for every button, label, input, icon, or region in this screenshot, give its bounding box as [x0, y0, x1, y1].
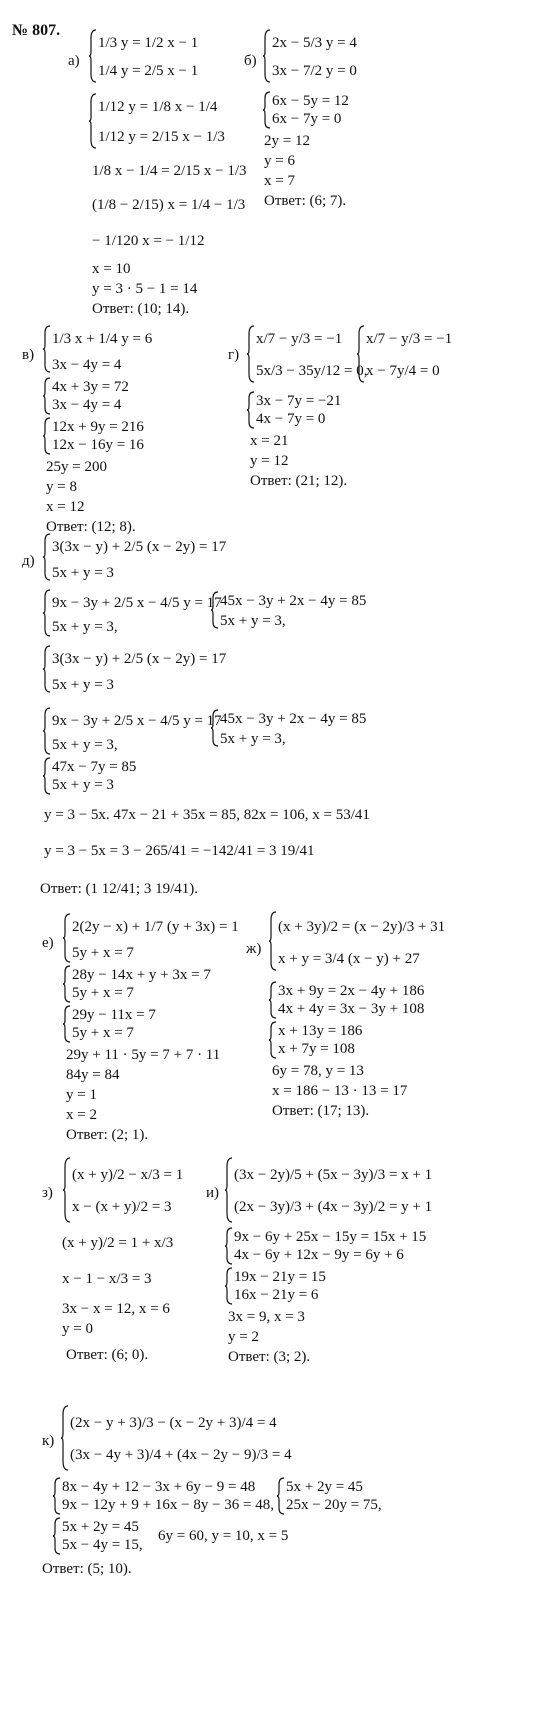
- step-z1: (x + y)/2 = 1 + x/3: [62, 1235, 174, 1251]
- answer-g: Ответ: (21; 12).: [250, 473, 348, 489]
- eq-d6: 5x + y = 3: [52, 677, 114, 693]
- label-v: в): [22, 347, 35, 363]
- step-e4: x = 2: [66, 1107, 97, 1123]
- brace-icon: [42, 644, 52, 694]
- brace-icon: [210, 708, 220, 748]
- eq-d8b: 5x + y = 3,: [220, 731, 286, 747]
- brace-icon: [224, 1156, 234, 1224]
- brace-icon: [42, 706, 52, 756]
- eq-d7b: 45x − 3y + 2x − 4y = 85: [220, 711, 367, 727]
- brace-icon: [62, 964, 72, 1004]
- brace-icon: [246, 390, 256, 430]
- eq-a3: 1/12 y = 1/8 x − 1/4: [98, 99, 218, 115]
- step-zh2: x = 186 − 13 · 13 = 17: [272, 1083, 408, 1099]
- brace-icon: [224, 1226, 234, 1266]
- label-b: б): [244, 53, 257, 69]
- eq-d9: 47x − 7y = 85: [52, 759, 137, 775]
- eq-b1: 2x − 5/3 y = 4: [272, 35, 357, 51]
- eq-e5: 29y − 11x = 7: [72, 1007, 156, 1023]
- eq-g2b: x − 7y/4 = 0: [366, 363, 440, 379]
- eq-d3b: 45x − 3y + 2x − 4y = 85: [220, 593, 367, 609]
- eq-d3: 9x − 3y + 2/5 x − 4/5 y = 17: [52, 595, 222, 611]
- eq-z1: (x + y)/2 − x/3 = 1: [72, 1167, 184, 1183]
- answer-k: Ответ: (5; 10).: [42, 1561, 132, 1577]
- line-d2: y = 3 − 5x = 3 − 265/41 = −142/41 = 3 19/41: [44, 843, 315, 859]
- brace-icon: [268, 910, 278, 972]
- eq-k4b: 25x − 20y = 75,: [286, 1497, 382, 1513]
- label-a: а): [68, 53, 80, 69]
- brace-icon: [52, 1476, 62, 1516]
- eq-v2: 3x − 4y = 4: [52, 357, 122, 373]
- brace-icon: [42, 588, 52, 638]
- brace-icon: [42, 416, 52, 456]
- step-z3: 3x − x = 12, x = 6: [62, 1301, 170, 1317]
- eq-a1: 1/3 y = 1/2 x − 1: [98, 35, 199, 51]
- brace-icon: [356, 324, 366, 384]
- eq-i6: 16x − 21y = 6: [234, 1287, 319, 1303]
- brace-icon: [268, 980, 278, 1020]
- label-k: к): [42, 1433, 55, 1449]
- brace-icon: [42, 324, 52, 374]
- eq-g3: 3x − 7y = −21: [256, 393, 342, 409]
- brace-icon: [88, 92, 98, 150]
- eq-k3b: 5x + 2y = 45: [286, 1479, 363, 1495]
- eq-a4: 1/12 y = 2/15 x − 1/3: [98, 129, 225, 145]
- eq-v3: 4x + 3y = 72: [52, 379, 129, 395]
- label-d: д): [22, 553, 35, 569]
- eq-g1b: x/7 − y/3 = −1: [366, 331, 453, 347]
- answer-a: Ответ: (10; 14).: [92, 301, 190, 317]
- step-v2: y = 8: [46, 479, 77, 495]
- label-e: е): [42, 935, 54, 951]
- brace-icon: [60, 1404, 70, 1472]
- eq-d1: 3(3x − y) + 2/5 (x − 2y) = 17: [52, 539, 227, 555]
- eq-zh2: x + y = 3/4 (x − y) + 27: [278, 951, 420, 967]
- eq-i3: 9x − 6y + 25x − 15y = 15x + 15: [234, 1229, 427, 1245]
- step-v3: x = 12: [46, 499, 85, 515]
- brace-icon: [210, 590, 220, 630]
- eq-g4: 4x − 7y = 0: [256, 411, 326, 427]
- eq-zh6: x + 7y = 108: [278, 1041, 355, 1057]
- eq-z2: x − (x + y)/2 = 3: [72, 1199, 172, 1215]
- brace-icon: [246, 324, 256, 384]
- eq-k1: (2x − y + 3)/3 − (x − 2y + 3)/4 = 4: [70, 1415, 277, 1431]
- brace-icon: [88, 28, 98, 84]
- brace-icon: [62, 912, 72, 964]
- eq-zh5: x + 13y = 186: [278, 1023, 363, 1039]
- eq-v1: 1/3 x + 1/4 y = 6: [52, 331, 153, 347]
- eq-b4: 6x − 7y = 0: [272, 111, 342, 127]
- answer-v: Ответ: (12; 8).: [46, 519, 136, 535]
- brace-icon: [62, 1156, 72, 1224]
- step-a4: x = 10: [92, 261, 131, 277]
- exercise-number: № 807.: [12, 22, 61, 39]
- eq-zh3: 3x + 9y = 2x − 4y + 186: [278, 983, 425, 999]
- eq-i5: 19x − 21y = 15: [234, 1269, 326, 1285]
- step-e2: 84y = 84: [66, 1067, 120, 1083]
- answer-zh: Ответ: (17; 13).: [272, 1103, 370, 1119]
- brace-icon: [42, 376, 52, 416]
- eq-i1: (3x − 2y)/5 + (5x − 3y)/3 = x + 1: [234, 1167, 433, 1183]
- eq-i4: 4x − 6y + 12x − 9y = 6y + 6: [234, 1247, 404, 1263]
- eq-d2: 5x + y = 3: [52, 565, 114, 581]
- step-a5: y = 3 · 5 − 1 = 14: [92, 281, 198, 297]
- eq-v6: 12x − 16y = 16: [52, 437, 144, 453]
- eq-e6: 5y + x = 7: [72, 1025, 134, 1041]
- eq-g1: x/7 − y/3 = −1: [256, 331, 343, 347]
- step-a2: (1/8 − 2/15) x = 1/4 − 1/3: [92, 197, 246, 213]
- step-e1: 29y + 11 · 5y = 7 + 7 · 11: [66, 1047, 221, 1063]
- step-b2: y = 6: [264, 153, 295, 169]
- brace-icon: [262, 90, 272, 130]
- step-k1: 6y = 60, y = 10, x = 5: [158, 1528, 289, 1544]
- eq-k5: 5x + 2y = 45: [62, 1519, 139, 1535]
- eq-d4b: 5x + y = 3,: [220, 613, 286, 629]
- eq-v5: 12x + 9y = 216: [52, 419, 144, 435]
- eq-e3: 28y − 14x + y + 3x = 7: [72, 967, 211, 983]
- step-zh1: 6y = 78, y = 13: [272, 1063, 364, 1079]
- brace-icon: [42, 532, 52, 582]
- eq-a2: 1/4 y = 2/5 x − 1: [98, 63, 199, 79]
- step-b1: 2y = 12: [264, 133, 310, 149]
- label-z: з): [42, 1185, 53, 1201]
- eq-zh1: (x + 3y)/2 = (x − 2y)/3 + 31: [278, 919, 446, 935]
- eq-zh4: 4x + 4y = 3x − 3y + 108: [278, 1001, 425, 1017]
- step-g1: x = 21: [250, 433, 289, 449]
- eq-k2: (3x − 4y + 3)/4 + (4x − 2y − 9)/3 = 4: [70, 1447, 292, 1463]
- answer-z: Ответ: (6; 0).: [66, 1347, 149, 1363]
- label-g: г): [228, 347, 240, 363]
- brace-icon: [52, 1516, 62, 1556]
- step-e3: y = 1: [66, 1087, 97, 1103]
- brace-icon: [268, 1020, 278, 1060]
- answer-d: Ответ: (1 12/41; 3 19/41).: [40, 881, 199, 897]
- label-zh: ж): [246, 941, 262, 957]
- step-g2: y = 12: [250, 453, 289, 469]
- brace-icon: [224, 1266, 234, 1306]
- eq-e4: 5y + x = 7: [72, 985, 134, 1001]
- step-i1: 3x = 9, x = 3: [228, 1309, 305, 1325]
- answer-i: Ответ: (3; 2).: [228, 1349, 311, 1365]
- step-i2: y = 2: [228, 1329, 259, 1345]
- eq-d10: 5x + y = 3: [52, 777, 114, 793]
- eq-k4: 9x − 12y + 9 + 16x − 8y − 36 = 48,: [62, 1497, 275, 1513]
- eq-e2: 5y + x = 7: [72, 945, 134, 961]
- eq-d7: 9x − 3y + 2/5 x − 4/5 y = 17: [52, 713, 222, 729]
- step-z2: x − 1 − x/3 = 3: [62, 1271, 152, 1287]
- line-d1: y = 3 − 5x. 47x − 21 + 35x = 85, 82x = 106, x = 53/41: [44, 807, 370, 823]
- eq-e1: 2(2y − x) + 1/7 (y + 3x) = 1: [72, 919, 239, 935]
- eq-k3: 8x − 4y + 12 − 3x + 6y − 9 = 48: [62, 1479, 256, 1495]
- step-v1: 25y = 200: [46, 459, 107, 475]
- eq-d8: 5x + y = 3,: [52, 737, 118, 753]
- brace-icon: [42, 756, 52, 796]
- brace-icon: [262, 28, 272, 84]
- brace-icon: [62, 1004, 72, 1044]
- step-a3: − 1/120 x = − 1/12: [92, 233, 205, 249]
- eq-b3: 6x − 5y = 12: [272, 93, 349, 109]
- step-a1: 1/8 x − 1/4 = 2/15 x − 1/3: [92, 163, 247, 179]
- answer-b: Ответ: (6; 7).: [264, 193, 347, 209]
- answer-e: Ответ: (2; 1).: [66, 1127, 149, 1143]
- eq-d4: 5x + y = 3,: [52, 619, 118, 635]
- eq-i2: (2x − 3y)/3 + (4x − 3y)/2 = y + 1: [234, 1199, 433, 1215]
- eq-g2: 5x/3 − 35y/12 = 0,: [256, 363, 368, 379]
- eq-d5: 3(3x − y) + 2/5 (x − 2y) = 17: [52, 651, 227, 667]
- step-z4: y = 0: [62, 1321, 93, 1337]
- eq-k6: 5x − 4y = 15,: [62, 1537, 143, 1553]
- eq-v4: 3x − 4y = 4: [52, 397, 122, 413]
- step-b3: x = 7: [264, 173, 295, 189]
- label-i: и): [206, 1185, 220, 1201]
- eq-b2: 3x − 7/2 y = 0: [272, 63, 357, 79]
- brace-icon: [276, 1476, 286, 1516]
